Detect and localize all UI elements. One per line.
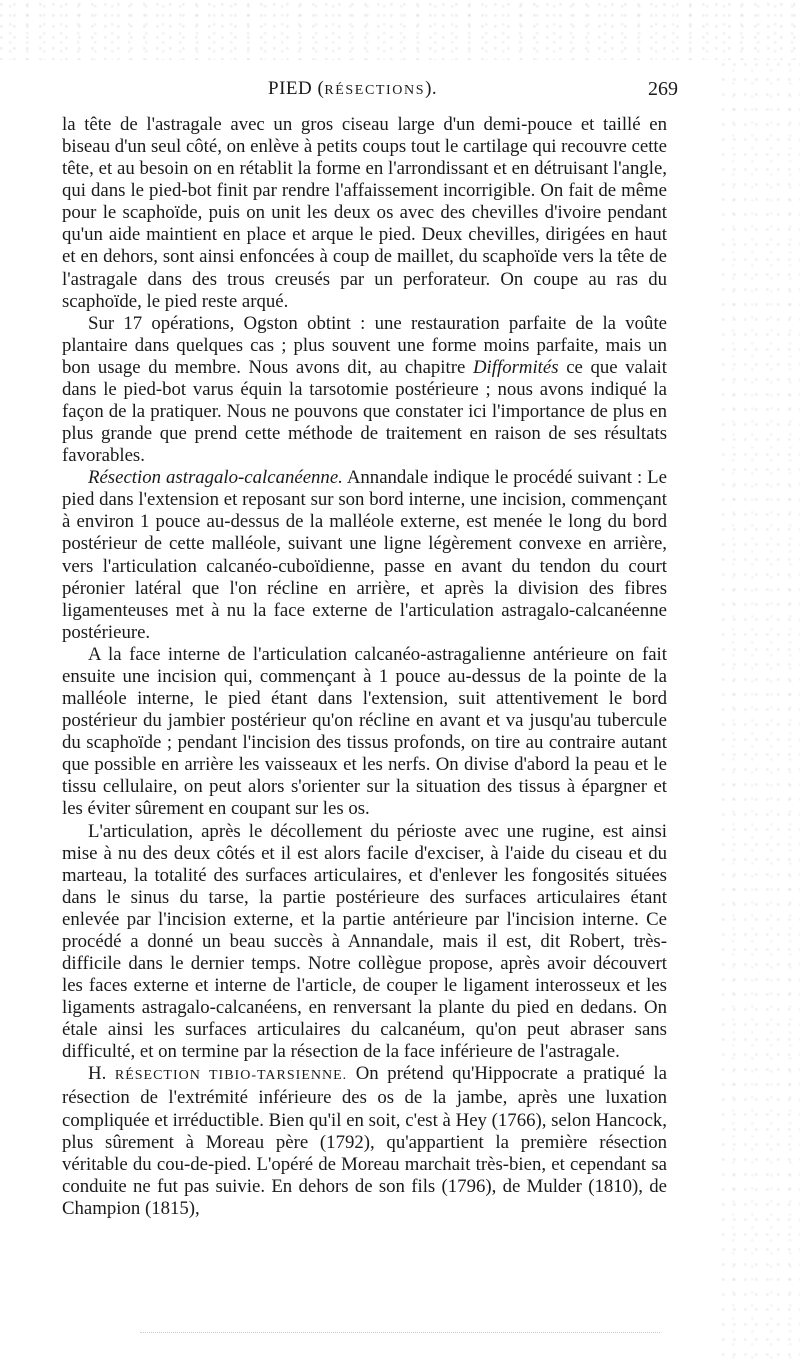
- paragraph-2-text-a: Sur 17 opérations, Ogston obtint : une restauration parfaite de la voûte plantaire dans quelques cas ; plus souvent une forme moins parfaite, mais un bon usage du membre. Nous avons dit, au chapitre: [62, 312, 667, 378]
- page-header: [62, 76, 678, 104]
- section-title-astragalo-calcaneenne: Résection astragalo-calcanéenne.: [88, 467, 343, 489]
- paragraph-6: [62, 1063, 667, 1220]
- scan-noise-top: [0, 0, 800, 60]
- paragraph-2-italic: Difformités: [472, 356, 559, 378]
- body-text: [62, 114, 667, 1220]
- scan-noise-right-margin: [720, 60, 800, 1360]
- paragraph-2: [62, 313, 667, 468]
- running-head-main: PIED (: [268, 78, 325, 99]
- paragraph-5: L'articulation, après le décollement du périoste avec une rugine, est ainsi mise à nu des deux côtés et il est alors facile d'exciser, à l'aide du ciseau et du marteau, la totalité des surfaces articulaires, et d'enlever les fongosités situées dans le sinus du tarse, la partie postérieure des surfaces articulaires étant enlevée par l'incision externe, et la partie antérieure par l'incision interne. Ce procédé a donné un beau succès à Annandale, mais il est, dit Robert, très-difficile dans le dernier temps. Notre collègue propose, après avoir découvert les faces externe et interne de l'article, de couper le ligament interosseux et les ligaments astragalo-calcanéens, en renversant la plante du pied en dedans. On étale ainsi les surfaces articulaires du calcanéum, qu'on peut abraser sans difficulté, et on termine par la résection de la face inférieure de l'astragale.: [62, 820, 667, 1063]
- running-head: [268, 78, 437, 100]
- running-head-end: ).: [425, 78, 438, 99]
- paragraph-4: A la face interne de l'articulation calcanéo-astragalienne antérieure on fait ensuite une incision qui, commençant à 1 pouce au-dessus de la pointe de la malléole interne, le pied étant dans l'extension, suit attentivement le bord postérieur du jambier postérieur qu'on récline en avant et va jusqu'au tubercule du scaphoïde ; pendant l'incision des tissus profonds, on tire au contraire autant que possible en arrière les vaisseaux et les nerfs. On divise d'abord la peau et le tissu cellulaire, on peut alors s'orienter sur la situation des tissus à épargner et les éviter sûrement en coupant sur les os.: [62, 643, 667, 820]
- section-letter: H.: [88, 1063, 115, 1085]
- scan-footer-marks: [140, 1322, 660, 1333]
- paragraph-2-text-b: ce que valait dans le pied-bot varus équin la tarsotomie postérieure ; nous avons indiqué la façon de la pratiquer. Nous ne pouvons que constater ici l'importance de plus en plus grande que prend cette méthode de traitement en raison de ses résultats favorables.: [62, 356, 667, 467]
- paragraph-6-text: On prétend qu'Hippocrate a pratiqué la résection de l'extrémité inférieure des os de la jambe, après une luxation compliquée et irréductible. Bien qu'il en soit, c'est à Hey (1766), selon Hancock, plus sûrement à Moreau père (1792), qu'appartient la première résection véritable du cou-de-pied. L'opéré de Moreau marchait très-bien, et cependant sa conduite ne fut pas suivie. En dehors de son fils (1796), de Mulder (1810), de Champion (1815),: [62, 1063, 667, 1219]
- paragraph-1: la tête de l'astragale avec un gros ciseau large d'un demi-pouce et taillé en biseau d'un seul côté, on enlève à petits coups tout le cartilage qui recouvre cette tête, et au besoin on en rétablit la forme en l'arrondissant et en détruisant l'angle, qui dans le pied-bot finit par rendre l'affaissement incorrigible. On fait de même pour le scaphoïde, puis on unit les deux os avec des chevilles d'ivoire pendant qu'un aide maintient en place et arque le pied. Deux chevilles, dirigées en haut et en dehors, sont ainsi enfoncées à coup de maillet, du scaphoïde vers la tête de l'astragale dans des trous creusés par un perforateur. On coupe au ras du scaphoïde, le pied reste arqué.: [62, 114, 667, 312]
- paragraph-3-text: Annandale indique le procédé suivant : Le pied dans l'extension et reposant sur son bord interne, une incision, commençant à environ 1 pouce au-dessus de la malléole externe, est menée le long du bord postérieur de cette malléole, suivant une ligne légèrement convexe en arrière, vers l'articulation calcanéo-cuboïdienne, passe en avant du tendon du court péronier latéral que l'on récline en arrière, et après la division des fibres ligamenteuses met à nu la face externe de l'articulation astragalo-calcanéenne postérieure.: [62, 467, 667, 643]
- running-head-smallcaps: RÉSECTIONS: [324, 83, 426, 98]
- page-number: 269: [648, 78, 678, 100]
- section-title-tibio-tarsienne: RÉSECTION TIBIO-TARSIENNE.: [114, 1068, 348, 1084]
- paragraph-3: [62, 467, 667, 644]
